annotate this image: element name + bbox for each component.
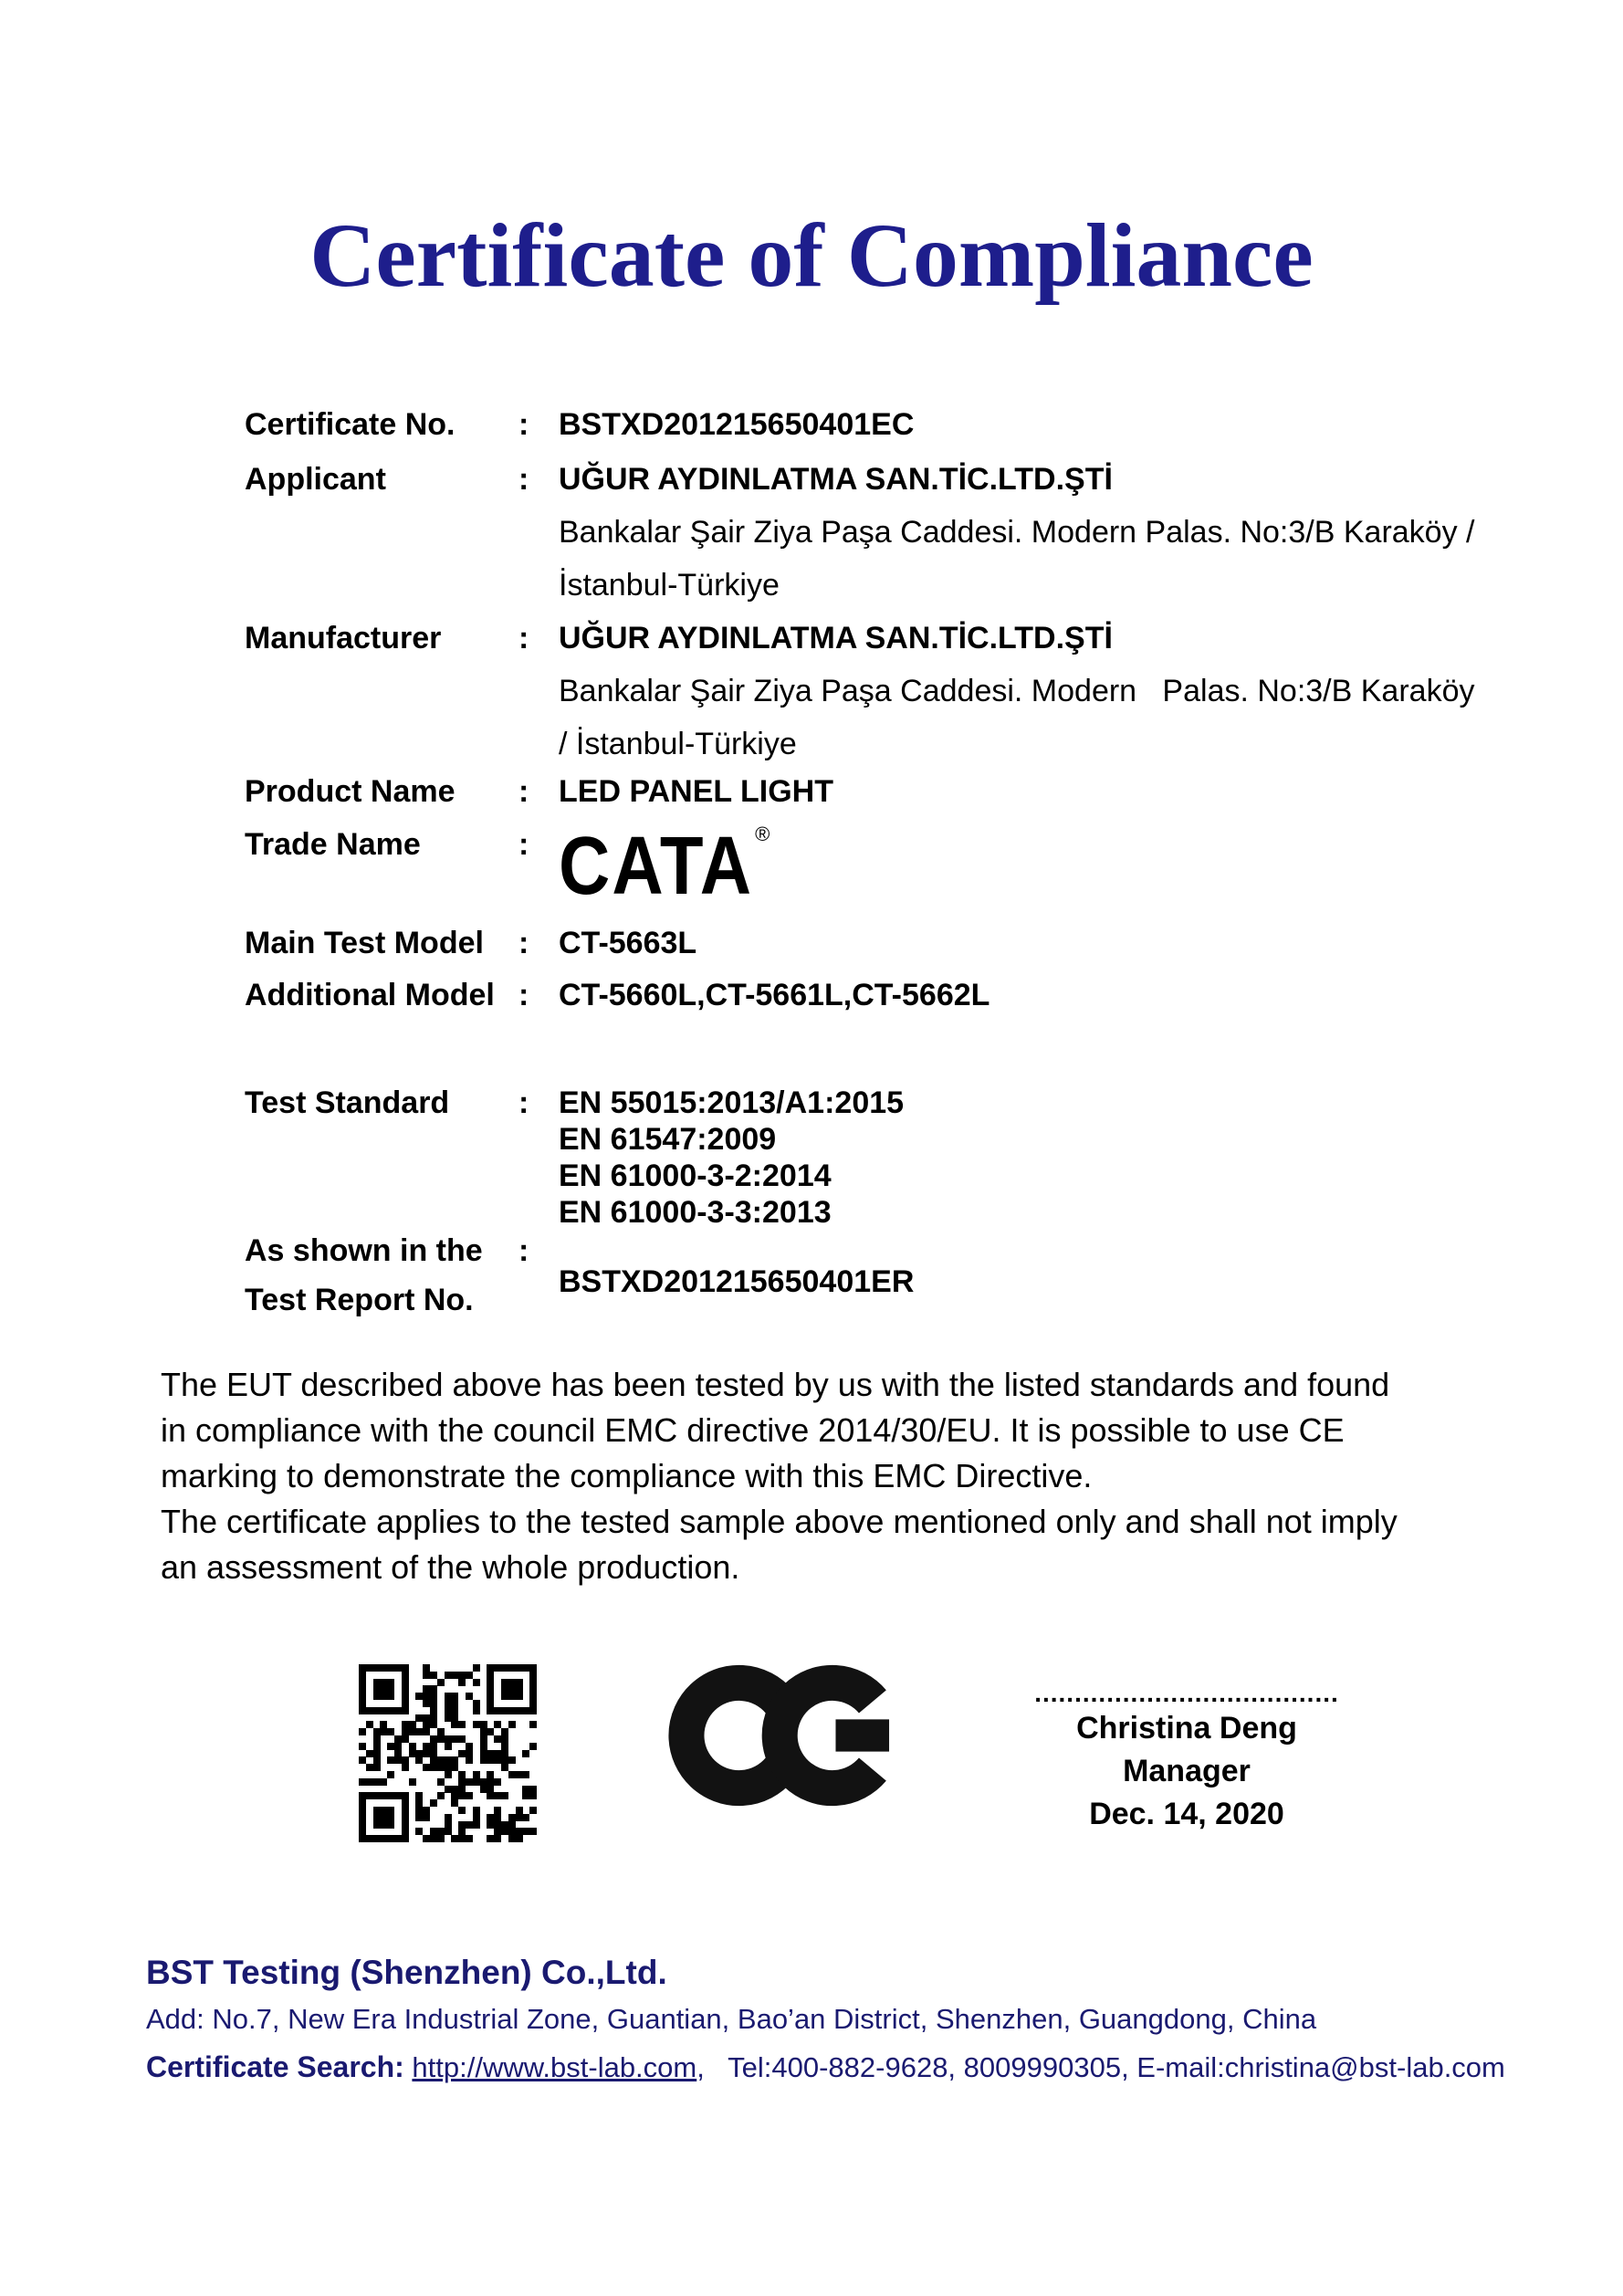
statement-line: The certificate applies to the tested sample above mentioned only and shall not imply xyxy=(161,1503,1398,1540)
test-report-label-line2: Test Report No. xyxy=(245,1283,474,1317)
statement-line: an assessment of the whole production. xyxy=(161,1548,740,1586)
main-test-model-value: CT-5663L xyxy=(559,926,697,960)
applicant-row xyxy=(245,459,1495,499)
test-standard-list xyxy=(559,1085,904,1231)
ce-mark-logo xyxy=(666,1663,896,1808)
applicant-label: Applicant xyxy=(245,462,386,497)
compliance-statement xyxy=(161,1362,1530,1590)
test-report-row xyxy=(245,1231,1495,1320)
colon-separator: : xyxy=(518,1233,529,1268)
colon-separator: : xyxy=(518,827,529,862)
test-standard-item: EN 55015:2013/A1:2015 xyxy=(559,1085,905,1120)
test-standard-item: EN 61000-3-2:2014 xyxy=(559,1158,832,1193)
cata-brand-logo xyxy=(559,819,770,912)
statement-line: The EUT described above has been tested by us with the listed standards and found xyxy=(161,1366,1390,1403)
footer-search-line xyxy=(146,2049,1515,2086)
test-standard-item: EN 61547:2009 xyxy=(559,1122,777,1157)
colon-separator: : xyxy=(518,621,529,655)
manufacturer-row xyxy=(245,618,1495,658)
signature-date: Dec. 14, 2020 xyxy=(1089,1797,1284,1831)
trade-name-row xyxy=(245,819,1495,912)
test-report-value: BSTXD201215650401ER xyxy=(559,1264,915,1299)
manufacturer-value: UĞUR AYDINLATMA SAN.TİC.LTD.ŞTİ xyxy=(559,621,1113,655)
test-report-label-line1: As shown in the xyxy=(245,1233,483,1268)
test-standard-item: EN 61000-3-3:2013 xyxy=(559,1195,832,1230)
signatory-name: Christina Deng xyxy=(1076,1711,1297,1746)
trade-name-label: Trade Name xyxy=(245,827,421,862)
footer-contact-info: , Tel:400-882-9628, 8009990305, E-mail:christina@bst-lab.com xyxy=(696,2051,1505,2083)
applicant-address-row-1 xyxy=(245,512,1495,552)
qr-code xyxy=(359,1664,537,1841)
page-title: Certificate of Compliance xyxy=(309,204,1314,306)
cata-logo-text: CATA xyxy=(559,819,754,912)
colon-separator: : xyxy=(518,978,529,1012)
manufacturer-label: Manufacturer xyxy=(245,621,442,655)
footer-address: Add: No.7, New Era Industrial Zone, Guantian, Bao’an District, Shenzhen, Guangdong, China xyxy=(146,2003,1317,2035)
registered-trademark-icon: ® xyxy=(755,823,770,845)
footer xyxy=(146,1952,1515,2086)
certificate-no-row xyxy=(245,404,1495,445)
certificate-search-label: Certificate Search: xyxy=(146,2050,404,2083)
main-test-model-label: Main Test Model xyxy=(245,926,484,960)
certificate-search-link[interactable]: http://www.bst-lab.com xyxy=(412,2051,697,2083)
colon-separator: : xyxy=(518,1085,529,1120)
test-standard-label: Test Standard xyxy=(245,1085,450,1120)
manufacturer-address-row-1 xyxy=(245,671,1495,711)
colon-separator: : xyxy=(518,462,529,497)
product-name-value: LED PANEL LIGHT xyxy=(559,774,833,809)
applicant-value: UĞUR AYDINLATMA SAN.TİC.LTD.ŞTİ xyxy=(559,462,1113,497)
applicant-address-line2: İstanbul-Türkiye xyxy=(559,568,780,603)
colon-separator: : xyxy=(518,774,529,809)
footer-company-name: BST Testing (Shenzhen) Co.,Ltd. xyxy=(146,1954,667,1991)
applicant-address-line1: Bankalar Şair Ziya Paşa Caddesi. Modern Palas. No:3/B Karaköy / xyxy=(559,515,1475,550)
applicant-address-row-2 xyxy=(245,565,1495,605)
additional-model-label: Additional Model xyxy=(245,978,495,1012)
manufacturer-address-row-2 xyxy=(245,724,1495,764)
statement-line: in compliance with the council EMC directive 2014/30/EU. It is possible to use CE xyxy=(161,1411,1345,1449)
manufacturer-address-line2: / İstanbul-Türkiye xyxy=(559,727,797,761)
statement-line: marking to demonstrate the compliance with this EMC Directive. xyxy=(161,1457,1093,1494)
colon-separator: : xyxy=(518,926,529,960)
details-section xyxy=(245,404,1495,1320)
colon-separator: : xyxy=(518,407,529,442)
product-name-label: Product Name xyxy=(245,774,455,809)
signature-block xyxy=(1030,1680,1344,1836)
test-report-label xyxy=(245,1231,518,1320)
certificate-no-label: Certificate No. xyxy=(245,407,455,442)
manufacturer-address-line1: Bankalar Şair Ziya Paşa Caddesi. Modern Palas. No:3/B Karaköy xyxy=(559,674,1475,708)
certificate-no-value: BSTXD201215650401EC xyxy=(559,407,915,442)
signature-dotted-line: ...................................... xyxy=(1034,1679,1339,1707)
product-name-row xyxy=(245,771,1495,812)
additional-model-row xyxy=(245,975,1495,1015)
additional-model-value: CT-5660L,CT-5661L,CT-5662L xyxy=(559,978,990,1012)
main-test-model-row xyxy=(245,923,1495,963)
signatory-title: Manager xyxy=(1123,1754,1251,1788)
test-standard-row xyxy=(245,1085,1495,1231)
